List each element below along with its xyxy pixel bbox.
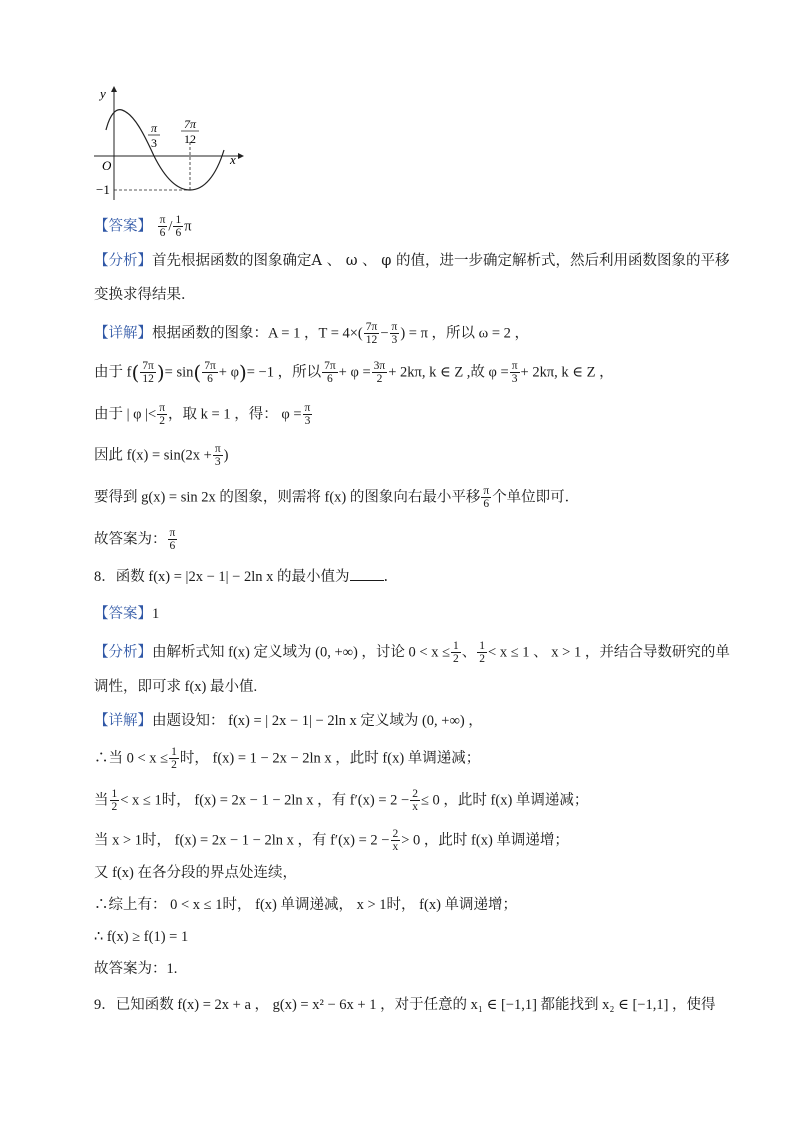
- p8-question: 8．函数 f(x) = |2x − 1| − 2ln x 的最小值为 .: [94, 569, 389, 585]
- tick-7pi-12-num: 7π: [183, 117, 197, 131]
- fraction: $\frac{1}{6}$: [175, 214, 182, 239]
- answer-tag: 【答案】: [94, 218, 152, 235]
- p9-question: 9．已知函数 f(x) = 2x + a ， g(x) = x² − 6x + 1 ，对于任意的 x₁ ∈ [−1,1] 都能找到 x₂ ∈ [−1,1] ，使得: [94, 997, 716, 1013]
- p7-analysis-line-2: 变换求得结果．: [94, 287, 196, 303]
- p8-answer-line: 【答案】1: [94, 606, 160, 622]
- sine-curve: [106, 110, 224, 190]
- p8-detail-line-5: 又 f(x) 在各分段的界点处连续，: [94, 865, 297, 881]
- p7-detail-line-5: 要得到 g(x) = sin 2x 的图象，则需将 f(x) 的图象向右最小平移 $\frac{\pi}{6}$ 个单位即可．: [94, 485, 580, 510]
- tick-pi-3-num: π: [150, 121, 158, 135]
- p7-conclusion: 故答案为： $\frac{\pi}{6}$: [94, 527, 176, 552]
- p7-detail-line-3: 由于 | φ |< $\frac{\pi}{2}$ ，取 k = 1 ，得： φ = $\frac{\pi}{3}$: [94, 402, 311, 427]
- fraction: $\frac{\pi}{6}$: [159, 214, 166, 239]
- p7-answer-line: 【答案】 $\frac{\pi}{6}$ / $\frac{1}{6}$ π: [94, 214, 192, 239]
- p8-detail-line-7: ∴ f(x) ≥ f(1) = 1: [94, 929, 189, 945]
- p8-analysis-line-1: 【分析】由解析式知 f(x) 定义域为 (0, +∞) ，讨论 0 < x ≤ $\frac{1}{2}$ 、 $\frac{1}{2}$ < x ≤ 1 、 x > 1 ，并结合导数研究的单: [94, 640, 730, 665]
- y-axis-arrow: [111, 86, 117, 92]
- p8-detail-line-2: ∴当 0 < x ≤ $\frac{1}{2}$ 时， f(x) = 1 − 2x − 2ln x ，此时 f(x) 单调递减；: [94, 746, 481, 771]
- function-graph: [88, 84, 258, 204]
- analysis-tag: 【分析】: [94, 253, 152, 269]
- p7-detail-line-4: 因此 f(x) = sin(2x + $\frac{\pi}{3}$ ): [94, 443, 229, 468]
- p8-detail-line-4: 当 x > 1时， f(x) = 2x − 1 − 2ln x ，有 f′(x) = 2 − $\frac{2}{x}$ > 0 ，此时 f(x) 单调递增；: [94, 828, 569, 853]
- y-axis-label: y: [100, 86, 106, 101]
- detail-tag: 【详解】: [94, 325, 152, 342]
- tick-7pi-12-den: 12: [184, 132, 196, 146]
- p8-detail-line-1: 【详解】由题设知： f(x) = | 2x − 1| − 2ln x 定义域为 (0, +∞) ，: [94, 713, 483, 729]
- x-axis-label: x: [230, 152, 236, 167]
- detail-tag: 【详解】: [94, 713, 152, 729]
- analysis-tag: 【分析】: [94, 644, 152, 661]
- p7-detail-line-2: 由于 f( $\frac{7\pi}{12}$ )= sin( $\frac{7\pi}{6}$ + φ)= −1 ，所以 $\frac{7\pi}{6}$ + φ = $\frac{3\pi}{2}$ + 2kπ, k ∈ Z ,故 φ = $\frac{\pi}{3}$ + 2kπ, k ∈ Z ，: [94, 360, 614, 385]
- p8-analysis-line-2: 调性，即可求 f(x) 最小值.: [94, 679, 258, 695]
- answer-tag: 【答案】: [94, 606, 152, 622]
- p7-analysis-line-1: 【分析】首先根据函数的图象确定A 、 ω 、 φ 的值，进一步确定解析式，然后利用函数图象的平移: [94, 253, 730, 269]
- p8-detail-line-6: ∴综上有： 0 < x ≤ 1时， f(x) 单调递减， x > 1时， f(x) 单调递增；: [94, 897, 518, 913]
- p8-detail-line-3: 当 $\frac{1}{2}$ < x ≤ 1时， f(x) = 2x − 1 − 2ln x ，有 f′(x) = 2 − $\frac{2}{x}$ ≤ 0 ，此时 f(x) 单调递减；: [94, 788, 589, 813]
- answer-blank: [350, 568, 384, 581]
- tick-pi-3-den: 3: [151, 136, 157, 150]
- p8-conclusion: 故答案为：1.: [94, 961, 178, 977]
- p7-detail-line-1: 【详解】根据函数的图象：A = 1 ，T = 4×( $\frac{7\pi}{12}$ − $\frac{\pi}{3}$ ) = π ，所以 ω = 2 ，: [94, 321, 530, 346]
- origin-label: O: [102, 158, 112, 173]
- minus-one-label: −1: [96, 182, 110, 197]
- x-axis-arrow: [238, 153, 244, 159]
